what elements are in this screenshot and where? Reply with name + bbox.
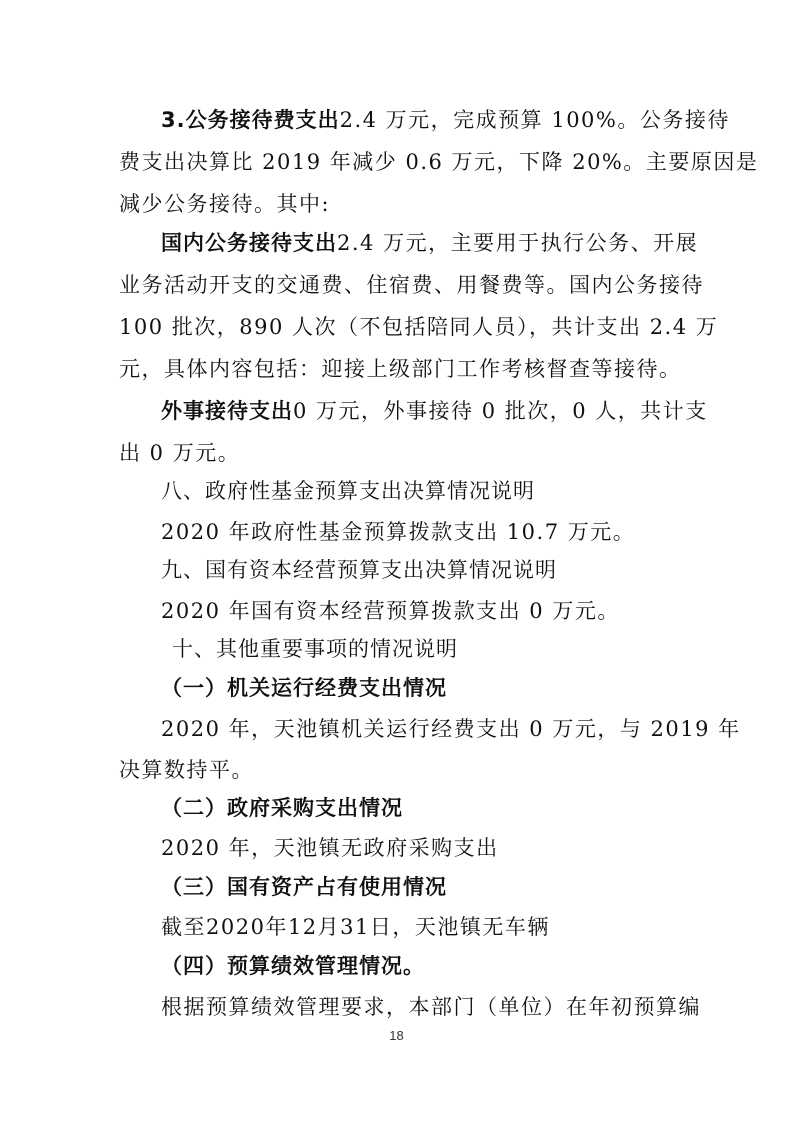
text-foreign-total: 0 万元，外事接待 0 批次，0 人，共计支 [293,399,708,423]
text-domestic-total: 2.4 万元，主要用于执行公务、开展 [337,231,699,255]
subsection-3-title: （三）国有资产占有使用情况 [161,875,447,899]
para-domestic-line1 [161,229,699,257]
subsection-4-text: 根据预算绩效管理要求，本部门（单位）在年初预算编 [161,995,701,1019]
subsection-1-title: （一）机关运行经费支出情况 [161,676,447,700]
section-8-title: 八、政府性基金预算支出决算情况说明 [161,479,535,503]
section-8-text: 2020 年政府性基金预算拨款支出 10.7 万元。 [161,520,636,544]
para-domestic-line4: 元，具体内容包括：迎接上级部门工作考核督查等接待。 [119,357,682,381]
section-9-text: 2020 年国有资本经营预算拨款支出 0 万元。 [161,599,620,623]
heading-reception-expense: 3.公务接待费支出 [161,108,340,132]
heading-foreign-reception: 外事接待支出 [161,399,293,423]
para-domestic-line2: 业务活动开支的交通费、住宿费、用餐费等。国内公务接待 [119,273,704,297]
section-9-title: 九、国有资本经营预算支出决算情况说明 [161,558,557,582]
subsection-2-title: （二）政府采购支出情况 [161,796,403,820]
text-reception-total: 2.4 万元，完成预算 100%。公务接待 [339,108,730,132]
subsection-1-line2: 决算数持平。 [119,758,254,782]
heading-domestic-reception: 国内公务接待支出 [161,231,337,255]
para-foreign-line2: 出 0 万元。 [119,441,241,465]
section-10-title: 十、其他重要事项的情况说明 [172,637,458,661]
para-reception-total-line1 [161,106,730,134]
para-foreign-line1 [161,397,708,425]
para-reception-total-line3: 减少公务接待。其中: [119,192,331,216]
page-number: 18 [389,1028,404,1043]
subsection-4-title: （四）预算绩效管理情况。 [161,954,425,978]
para-reception-total-line2: 费支出决算比 2019 年减少 0.6 万元，下降 20%。主要原因是 [119,150,759,174]
subsection-3-text: 截至2020年12月31日，天池镇无车辆 [161,915,550,939]
subsection-2-text: 2020 年，天池镇无政府采购支出 [161,836,499,860]
subsection-1-line1: 2020 年，天池镇机关运行经费支出 0 万元，与 2019 年 [161,717,741,741]
para-domestic-line3: 100 批次，890 人次（不包括陪同人员），共计支出 2.4 万 [119,315,719,339]
